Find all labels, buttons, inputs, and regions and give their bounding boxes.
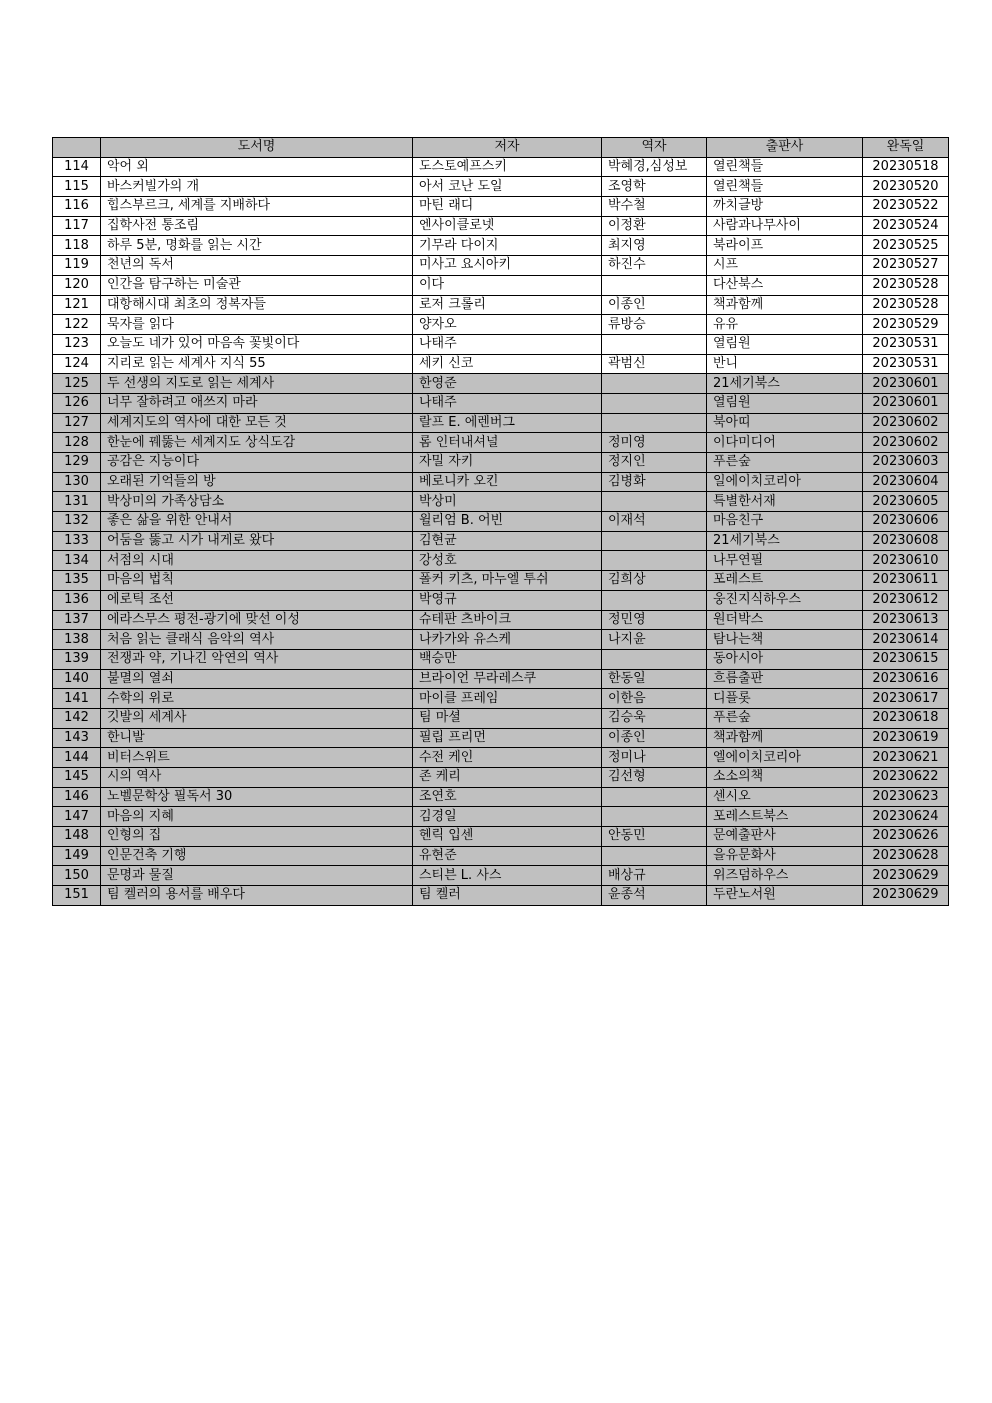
finish-date: 20230518 [863, 157, 949, 177]
book-publisher: 위즈덤하우스 [707, 866, 863, 886]
table-row [53, 157, 949, 177]
row-number: 140 [53, 669, 101, 689]
table-row [53, 531, 949, 551]
table-row [53, 354, 949, 374]
finish-date: 20230616 [863, 669, 949, 689]
book-author: 베로니카 오킨 [413, 472, 602, 492]
finish-date: 20230619 [863, 728, 949, 748]
table-row [53, 413, 949, 433]
table-row [53, 708, 949, 728]
book-publisher: 21세기북스 [707, 531, 863, 551]
finish-date: 20230610 [863, 551, 949, 571]
row-number: 122 [53, 315, 101, 335]
book-title: 한눈에 꿰뚫는 세계지도 상식도감 [101, 433, 413, 453]
table-row [53, 669, 949, 689]
table-row [53, 393, 949, 413]
table-row [53, 768, 949, 788]
book-publisher: 까치글방 [707, 197, 863, 217]
finish-date: 20230531 [863, 334, 949, 354]
book-translator: 정미영 [602, 433, 707, 453]
row-number: 124 [53, 354, 101, 374]
finish-date: 20230617 [863, 689, 949, 709]
finish-date: 20230628 [863, 846, 949, 866]
row-number: 131 [53, 492, 101, 512]
finish-date: 20230604 [863, 472, 949, 492]
book-title: 좋은 삶을 위한 안내서 [101, 512, 413, 532]
book-title: 깃발의 세계사 [101, 708, 413, 728]
book-title: 인간을 탐구하는 미술관 [101, 275, 413, 295]
book-title: 에라스무스 평전-광기에 맞선 이성 [101, 610, 413, 630]
book-publisher: 열린책들 [707, 157, 863, 177]
book-title: 어둠을 뚫고 시가 내게로 왔다 [101, 531, 413, 551]
book-publisher: 원더박스 [707, 610, 863, 630]
row-number: 125 [53, 374, 101, 394]
book-translator: 한동일 [602, 669, 707, 689]
book-author: 로저 크롤리 [413, 295, 602, 315]
finish-date: 20230626 [863, 827, 949, 847]
book-translator [602, 551, 707, 571]
book-title: 두 선생의 지도로 읽는 세계사 [101, 374, 413, 394]
row-number: 129 [53, 453, 101, 473]
row-number: 120 [53, 275, 101, 295]
row-number: 146 [53, 787, 101, 807]
finish-date: 20230613 [863, 610, 949, 630]
table-row [53, 492, 949, 512]
book-author: 존 케리 [413, 768, 602, 788]
book-title: 하루 5분, 명화를 읽는 시간 [101, 236, 413, 256]
book-translator: 배상규 [602, 866, 707, 886]
book-publisher: 문예출판사 [707, 827, 863, 847]
book-author: 나카가와 유스케 [413, 630, 602, 650]
book-translator: 이종인 [602, 295, 707, 315]
finish-date: 20230608 [863, 531, 949, 551]
book-publisher: 이다미디어 [707, 433, 863, 453]
book-translator: 나지윤 [602, 630, 707, 650]
book-publisher: 동아시아 [707, 649, 863, 669]
book-title: 마음의 지혜 [101, 807, 413, 827]
finish-date: 20230622 [863, 768, 949, 788]
row-number: 151 [53, 886, 101, 906]
table-row [53, 827, 949, 847]
table-row [53, 315, 949, 335]
table-row [53, 590, 949, 610]
table-row [53, 551, 949, 571]
book-publisher: 센시오 [707, 787, 863, 807]
header-publisher: 출판사 [707, 138, 863, 158]
header-row [53, 138, 949, 158]
book-translator: 박수철 [602, 197, 707, 217]
book-title: 전쟁과 약, 기나긴 악연의 역사 [101, 649, 413, 669]
finish-date: 20230525 [863, 236, 949, 256]
book-title: 오늘도 네가 있어 마음속 꽃빛이다 [101, 334, 413, 354]
finish-date: 20230602 [863, 433, 949, 453]
book-title: 대항해시대 최초의 정복자들 [101, 295, 413, 315]
book-author: 헨릭 입센 [413, 827, 602, 847]
book-title: 너무 잘하려고 애쓰지 마라 [101, 393, 413, 413]
row-number: 145 [53, 768, 101, 788]
book-publisher: 흐름출판 [707, 669, 863, 689]
row-number: 133 [53, 531, 101, 551]
book-publisher: 특별한서재 [707, 492, 863, 512]
row-number: 117 [53, 216, 101, 236]
row-number: 121 [53, 295, 101, 315]
row-number: 150 [53, 866, 101, 886]
book-author: 나태주 [413, 334, 602, 354]
finish-date: 20230611 [863, 571, 949, 591]
book-translator: 최지영 [602, 236, 707, 256]
book-publisher: 시프 [707, 256, 863, 276]
book-author: 팀 마셜 [413, 708, 602, 728]
table-row [53, 630, 949, 650]
book-publisher: 열린책들 [707, 177, 863, 197]
finish-date: 20230528 [863, 275, 949, 295]
book-publisher: 디플롯 [707, 689, 863, 709]
book-title: 노벨문학상 필독서 30 [101, 787, 413, 807]
book-title: 처음 읽는 클래식 음악의 역사 [101, 630, 413, 650]
book-title: 마음의 법칙 [101, 571, 413, 591]
finish-date: 20230531 [863, 354, 949, 374]
book-translator [602, 590, 707, 610]
book-translator [602, 807, 707, 827]
finish-date: 20230629 [863, 866, 949, 886]
book-translator: 곽범신 [602, 354, 707, 374]
book-translator: 안동민 [602, 827, 707, 847]
finish-date: 20230606 [863, 512, 949, 532]
finish-date: 20230524 [863, 216, 949, 236]
book-author: 아서 코난 도일 [413, 177, 602, 197]
book-author: 박상미 [413, 492, 602, 512]
table-row [53, 177, 949, 197]
book-title: 묵자를 읽다 [101, 315, 413, 335]
book-title: 세계지도의 역사에 대한 모든 것 [101, 413, 413, 433]
book-publisher: 21세기북스 [707, 374, 863, 394]
book-publisher: 책과함께 [707, 295, 863, 315]
row-number: 128 [53, 433, 101, 453]
book-title: 서점의 시대 [101, 551, 413, 571]
book-author: 강성호 [413, 551, 602, 571]
book-publisher: 일에이치코리아 [707, 472, 863, 492]
book-title: 천년의 독서 [101, 256, 413, 276]
book-author: 마이클 프레임 [413, 689, 602, 709]
row-number: 144 [53, 748, 101, 768]
finish-date: 20230615 [863, 649, 949, 669]
book-translator [602, 275, 707, 295]
book-translator: 이재석 [602, 512, 707, 532]
book-title: 수학의 위로 [101, 689, 413, 709]
book-translator: 류방승 [602, 315, 707, 335]
book-title: 한니발 [101, 728, 413, 748]
book-translator: 박혜경,심성보 [602, 157, 707, 177]
header-title: 도서명 [101, 138, 413, 158]
finish-date: 20230618 [863, 708, 949, 728]
book-publisher: 북아띠 [707, 413, 863, 433]
row-number: 130 [53, 472, 101, 492]
table-row [53, 216, 949, 236]
table-row [53, 748, 949, 768]
table-row [53, 334, 949, 354]
book-translator [602, 846, 707, 866]
table-row [53, 453, 949, 473]
book-publisher: 반니 [707, 354, 863, 374]
book-publisher: 푸른숲 [707, 453, 863, 473]
finish-date: 20230520 [863, 177, 949, 197]
table-row [53, 236, 949, 256]
book-publisher: 열림원 [707, 334, 863, 354]
book-publisher: 열림원 [707, 393, 863, 413]
row-number: 123 [53, 334, 101, 354]
table-row [53, 689, 949, 709]
book-author: 수전 케인 [413, 748, 602, 768]
book-translator [602, 492, 707, 512]
book-title: 문명과 물질 [101, 866, 413, 886]
book-title: 인형의 집 [101, 827, 413, 847]
book-translator: 정미나 [602, 748, 707, 768]
finish-date: 20230601 [863, 393, 949, 413]
book-translator [602, 334, 707, 354]
book-author: 김경일 [413, 807, 602, 827]
book-publisher: 나무연필 [707, 551, 863, 571]
row-number: 114 [53, 157, 101, 177]
row-number: 137 [53, 610, 101, 630]
book-publisher: 포레스트 [707, 571, 863, 591]
book-publisher: 북라이프 [707, 236, 863, 256]
book-title: 박상미의 가족상담소 [101, 492, 413, 512]
header-author: 저자 [413, 138, 602, 158]
book-author: 나태주 [413, 393, 602, 413]
book-publisher: 소소의책 [707, 768, 863, 788]
row-number: 147 [53, 807, 101, 827]
book-author: 미사고 요시아키 [413, 256, 602, 276]
finish-date: 20230612 [863, 590, 949, 610]
book-translator: 이정환 [602, 216, 707, 236]
book-translator [602, 649, 707, 669]
book-author: 이다 [413, 275, 602, 295]
book-translator: 정민영 [602, 610, 707, 630]
table-row [53, 866, 949, 886]
book-title: 인문건축 기행 [101, 846, 413, 866]
book-publisher: 두란노서원 [707, 886, 863, 906]
book-translator: 김승욱 [602, 708, 707, 728]
table-row [53, 374, 949, 394]
book-title: 악어 외 [101, 157, 413, 177]
table-row [53, 807, 949, 827]
book-author: 도스토예프스키 [413, 157, 602, 177]
finish-date: 20230621 [863, 748, 949, 768]
book-translator [602, 787, 707, 807]
book-publisher: 마음친구 [707, 512, 863, 532]
book-title: 불멸의 열쇠 [101, 669, 413, 689]
book-author: 팀 켈러 [413, 886, 602, 906]
row-number: 148 [53, 827, 101, 847]
book-title: 공감은 지능이다 [101, 453, 413, 473]
table-row [53, 728, 949, 748]
finish-date: 20230603 [863, 453, 949, 473]
book-title: 집학사전 통조림 [101, 216, 413, 236]
finish-date: 20230522 [863, 197, 949, 217]
row-number: 115 [53, 177, 101, 197]
book-author: 유현준 [413, 846, 602, 866]
finish-date: 20230614 [863, 630, 949, 650]
table-row [53, 197, 949, 217]
row-number: 136 [53, 590, 101, 610]
book-translator: 조영학 [602, 177, 707, 197]
table-row [53, 433, 949, 453]
book-author: 브라이언 무라레스쿠 [413, 669, 602, 689]
book-author: 박영규 [413, 590, 602, 610]
book-author: 한영준 [413, 374, 602, 394]
book-publisher: 다산북스 [707, 275, 863, 295]
book-publisher: 을유문화사 [707, 846, 863, 866]
row-number: 126 [53, 393, 101, 413]
row-number: 127 [53, 413, 101, 433]
book-author: 조연호 [413, 787, 602, 807]
book-author: 백승만 [413, 649, 602, 669]
finish-date: 20230605 [863, 492, 949, 512]
row-number: 116 [53, 197, 101, 217]
book-author: 필립 프리먼 [413, 728, 602, 748]
finish-date: 20230529 [863, 315, 949, 335]
book-title: 에로틱 조선 [101, 590, 413, 610]
table-row [53, 472, 949, 492]
book-publisher: 책과함께 [707, 728, 863, 748]
book-publisher: 사람과나무사이 [707, 216, 863, 236]
book-translator [602, 531, 707, 551]
book-author: 기무라 다이지 [413, 236, 602, 256]
table-row [53, 649, 949, 669]
book-author: 김현균 [413, 531, 602, 551]
row-number: 141 [53, 689, 101, 709]
row-number: 118 [53, 236, 101, 256]
book-author: 양자오 [413, 315, 602, 335]
row-number: 149 [53, 846, 101, 866]
header-finish-date: 완독일 [863, 138, 949, 158]
book-publisher: 웅진지식하우스 [707, 590, 863, 610]
book-publisher: 포레스트북스 [707, 807, 863, 827]
row-number: 143 [53, 728, 101, 748]
book-title: 팀 켈러의 용서를 배우다 [101, 886, 413, 906]
book-author: 세키 신코 [413, 354, 602, 374]
row-number: 132 [53, 512, 101, 532]
book-author: 슈테판 츠바이크 [413, 610, 602, 630]
book-publisher: 엘에이치코리아 [707, 748, 863, 768]
header-number [53, 138, 101, 158]
finish-date: 20230623 [863, 787, 949, 807]
book-author: 스티븐 L. 사스 [413, 866, 602, 886]
book-author: 자밀 자키 [413, 453, 602, 473]
table-row [53, 512, 949, 532]
book-title: 시의 역사 [101, 768, 413, 788]
book-title: 오래된 기억들의 방 [101, 472, 413, 492]
book-author: 엔사이클로넷 [413, 216, 602, 236]
header-translator: 역자 [602, 138, 707, 158]
book-author: 폴커 키츠, 마누엘 투쉬 [413, 571, 602, 591]
book-translator: 김희상 [602, 571, 707, 591]
finish-date: 20230528 [863, 295, 949, 315]
book-title: 비터스위트 [101, 748, 413, 768]
finish-date: 20230624 [863, 807, 949, 827]
row-number: 134 [53, 551, 101, 571]
book-author: 윌리엄 B. 어빈 [413, 512, 602, 532]
table-row [53, 571, 949, 591]
reading-list-table [52, 137, 949, 906]
book-publisher: 푸른숲 [707, 708, 863, 728]
row-number: 138 [53, 630, 101, 650]
book-translator: 윤종석 [602, 886, 707, 906]
finish-date: 20230602 [863, 413, 949, 433]
book-translator: 하진수 [602, 256, 707, 276]
book-title: 바스커빌가의 개 [101, 177, 413, 197]
row-number: 119 [53, 256, 101, 276]
book-author: 마틴 래디 [413, 197, 602, 217]
table-row [53, 256, 949, 276]
book-translator: 김선형 [602, 768, 707, 788]
finish-date: 20230527 [863, 256, 949, 276]
table-row [53, 610, 949, 630]
book-title: 힙스부르크, 세계를 지배하다 [101, 197, 413, 217]
book-author: 롬 인터내셔널 [413, 433, 602, 453]
row-number: 139 [53, 649, 101, 669]
table-row [53, 275, 949, 295]
book-title: 지리로 읽는 세계사 지식 55 [101, 354, 413, 374]
book-translator [602, 393, 707, 413]
finish-date: 20230601 [863, 374, 949, 394]
book-translator [602, 413, 707, 433]
book-translator [602, 374, 707, 394]
row-number: 142 [53, 708, 101, 728]
book-publisher: 탐나는책 [707, 630, 863, 650]
row-number: 135 [53, 571, 101, 591]
book-publisher: 유유 [707, 315, 863, 335]
book-author: 랄프 E. 에렌버그 [413, 413, 602, 433]
finish-date: 20230629 [863, 886, 949, 906]
book-translator: 이한음 [602, 689, 707, 709]
book-translator: 김병화 [602, 472, 707, 492]
book-translator: 이종인 [602, 728, 707, 748]
table-row [53, 846, 949, 866]
book-translator: 정지인 [602, 453, 707, 473]
table-row [53, 886, 949, 906]
table-row [53, 787, 949, 807]
table-row [53, 295, 949, 315]
